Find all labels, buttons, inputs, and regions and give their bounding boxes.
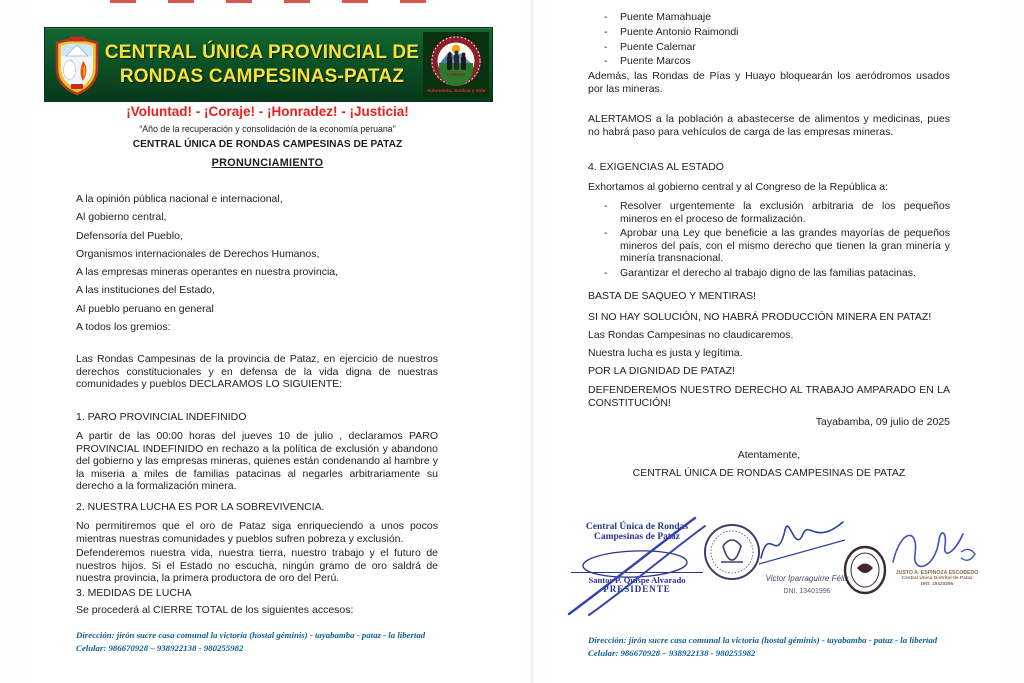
- banner-title-line1: CENTRAL ÚNICA PROVINCIAL DE: [104, 41, 420, 63]
- page-left: [30, 0, 521, 683]
- section2-paragraph-2: Defenderemos nuestra vida, nuestra tierra, nuestro trabajo y el futuro de nuestros hijos. Si el Estado no escucha, ningún gramo de oro saldrá de nuestra provincia, la primera productora de oro del Perú.: [76, 547, 438, 585]
- signature-block-second: [703, 516, 855, 616]
- addressee-list: [76, 190, 456, 336]
- access-point: - Puente Calemar: [588, 40, 950, 55]
- addressee-line: Organismos internacionales de Derechos Humanos,: [76, 247, 320, 260]
- slogan-line: Las Rondas Campesinas no claudicaremos.: [588, 329, 794, 341]
- footer-address: Dirección: jirón sucre casa comunal la victoria (hostal géminis) - tayabamba - pataz - la libertad: [588, 635, 938, 645]
- banner-title: [101, 41, 423, 89]
- page-right: [545, 0, 1007, 683]
- footer-phones: Celular: 986670928 – 938922138 - 980255982: [76, 643, 244, 653]
- access-point: - Puente Antonio Raimondi: [588, 25, 950, 40]
- president-stamp-line1: Central Única de Rondas: [585, 522, 689, 532]
- second-signer-name: Victor Iparraguirre Félix: [765, 574, 849, 583]
- section1-heading: 1. PARO PROVINCIAL INDEFINIDO: [76, 411, 247, 423]
- demands-list: [588, 200, 950, 282]
- footer-phones: Celular: 986670928 – 938922138 - 980255982: [588, 648, 756, 658]
- addressee-line: Al gobierno central,: [76, 211, 167, 224]
- banner-title-line2: RONDAS CAMPESINAS-PATAZ: [119, 65, 405, 87]
- president-stamp-line2: Campesinas de Pataz: [593, 532, 681, 542]
- addressee-line: A la opinión pública nacional e internacional,: [76, 193, 283, 205]
- closing-organization: CENTRAL ÚNICA DE RONDAS CAMPESINAS DE PATAZ: [632, 467, 906, 479]
- president-name: Santos P. Quispe Alvarado: [588, 575, 686, 585]
- demand-item: - Resolver urgentemente la exclusión arbitraria de los pequeños mineros en el proceso de formalización.: [588, 200, 950, 225]
- section4-heading: 4. EXIGENCIAS AL ESTADO: [588, 161, 724, 173]
- svg-text:Autonomía, Justicia y Vida: Autonomía, Justicia y Vida: [426, 87, 486, 93]
- signature-block-third: [843, 522, 988, 617]
- second-signer-dni: DNI. 13401996: [783, 588, 831, 595]
- page-footer: [588, 634, 988, 660]
- addressee-line: Defensoría del Pueblo,: [76, 229, 183, 242]
- third-signer-text: [887, 570, 987, 588]
- section4-intro: Exhortamos al gobierno central y al Congreso de la República a:: [588, 181, 889, 193]
- org-banner: [44, 27, 493, 102]
- declaration-paragraph: Las Rondas Campesinas de la provincia de Pataz, en ejercicio de nuestros derechos constitucionales y en defensa de la vida digna de nuestras comunidades y pueblos DECLARAMOS LO SIGUIENTE:: [76, 353, 438, 391]
- section2-paragraph-1: No permitiremos que el oro de Pataz siga enriqueciendo a unos pocos mientras nuestras comunidades y pueblos sufren pobreza y exclusión.: [76, 520, 438, 545]
- signature-rule: [571, 572, 703, 573]
- signature-block-president: [567, 516, 707, 616]
- year-quote: “Año de la recuperación y consolidación de la economía peruana”: [139, 124, 396, 134]
- cunarc-logo-icon: [423, 32, 489, 98]
- section2-heading: 2. NUESTRA LUCHA ES POR LA SOBREVIVENCIA.: [76, 501, 325, 513]
- slogan-line: DEFENDEREMOS NUESTRO DERECHO AL TRABAJO AMPARADO EN LA CONSTITUCIÓN!: [588, 384, 950, 409]
- third-signer-name: JUSTO A. ESPINOZA ESCOBEDO: [895, 570, 979, 576]
- slogan-line: BASTA DE SAQUEO Y MENTIRAS!: [588, 290, 757, 302]
- access-point: - Puente Marcos: [588, 54, 950, 69]
- addressee-line: Al pueblo peruano en general: [76, 302, 214, 315]
- slogan-line: POR LA DIGNIDAD DE PATAZ!: [588, 365, 736, 377]
- round-seal-and-signature-ink: [703, 516, 855, 616]
- alert-paragraph: ALERTAMOS a la población a abastecerse de alimentos y medicinas, pues no habrá paso para vehículos de carga de las empresas mineras.: [588, 113, 950, 138]
- slogan-line: SI NO HAY SOLUCIÓN, NO HABRÁ PRODUCCIÓN MINERA EN PATAZ!: [588, 311, 932, 323]
- addressee-line: A las instituciones del Estado,: [76, 284, 215, 297]
- dateline: Tayabamba, 09 julio de 2025: [815, 416, 950, 428]
- document-title: PRONUNCIAMIENTO: [211, 157, 324, 169]
- closing-salutation: Atentamente,: [737, 449, 801, 461]
- access-point: - Puente Mamahuaje: [588, 10, 950, 25]
- footer-address: Dirección: jirón sucre casa comunal la victoria (hostal géminis) - tayabamba - pataz - la libertad: [76, 630, 426, 640]
- addressee-line: A todos los gremios:: [76, 321, 171, 334]
- third-signer-dni: DNI: 19420295: [920, 582, 954, 587]
- slogan-line: Nuestra lucha es justa y legítima.: [588, 347, 743, 359]
- page-footer: [76, 629, 476, 655]
- president-role: PRESIDENTE: [603, 584, 671, 594]
- page-divider: [531, 0, 533, 683]
- pataz-coat-of-arms-icon: [53, 34, 101, 96]
- scan-artifact: [110, 0, 440, 3]
- third-signer-org: Central Única Distrital de Pataz: [901, 576, 973, 581]
- access-points-list: [588, 10, 950, 69]
- svg-text:CUNARC: CUNARC: [446, 71, 466, 77]
- section1-paragraph: A partir de las 00:00 horas del jueves 10 de julio , declaramos PARO PROVINCIAL INDEFINIDO en rechazo a la política de exclusión y abandono del gobierno y las empresas mineras, quienes están condenando al hambre y la miseria a miles de familias patacinas al negarles arbitrariamente su derecho a la formalización minera.: [76, 430, 438, 493]
- demand-item: - Aprobar una Ley que beneficie a las grandes mayorías de pequeños mineros del país, con el mismo derecho que tienen la gran minería y minería transnacional.: [588, 227, 950, 265]
- addressee-line: A las empresas mineras operantes en nuestra provincia,: [76, 266, 339, 279]
- section3-intro: Se procederá al CIERRE TOTAL de los siguientes accesos:: [76, 604, 354, 616]
- demand-item: - Garantizar el derecho al trabajo digno de las familias patacinas.: [588, 267, 950, 280]
- org-title: CENTRAL ÚNICA DE RONDAS CAMPESINAS DE PATAZ: [132, 139, 403, 150]
- section3-heading: 3. MEDIDAS DE LUCHA: [76, 587, 192, 599]
- motto-line: ¡Voluntad! - ¡Coraje! - ¡Honradez! - ¡Justicia!: [126, 104, 409, 119]
- aerodromos-paragraph: Además, las Rondas de Pías y Huayo bloquearán los aeródromos usados por las mineras.: [588, 70, 950, 95]
